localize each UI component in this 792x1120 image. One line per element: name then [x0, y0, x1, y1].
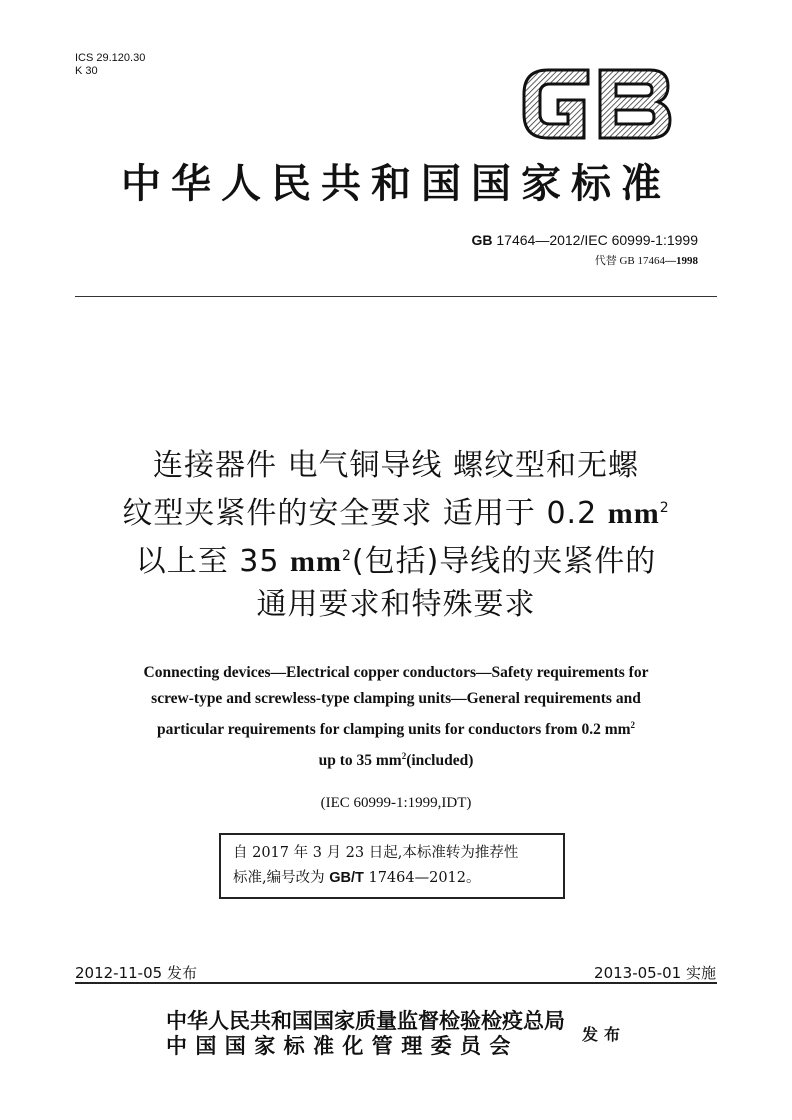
- standard-number: [472, 232, 699, 248]
- replaces-standard: [595, 252, 698, 268]
- chinese-title: [40, 444, 752, 626]
- footer-divider: [75, 982, 717, 984]
- unit-superscript: 2: [341, 548, 352, 564]
- english-title-line-1: Connecting devices—Electrical copper conductors—Safety requirements for: [143, 664, 649, 681]
- standard-number-prefix: GB: [471, 232, 493, 248]
- chinese-title-line-2-text: 纹型夹紧件的安全要求 适用于 0.2: [122, 496, 608, 531]
- notice-line-1: 自 2017 年 3 月 23 日起,本标准转为推荐性: [233, 845, 519, 861]
- chinese-title-line-2: [40, 487, 752, 535]
- logo-letter-b: [600, 70, 670, 138]
- notice-box: [219, 833, 565, 899]
- english-title-line-4-text-b: (included): [406, 752, 474, 770]
- logo-letter-g: [524, 70, 588, 138]
- issuer-sac: 中国国家标准化管理委员会: [166, 1033, 519, 1058]
- unit-superscript: 2: [401, 751, 407, 762]
- english-title: [60, 660, 732, 774]
- chinese-title-line-3-text-b: (包括)导线的夹紧件的: [351, 544, 657, 579]
- chinese-title-line-4: 通用要求和特殊要求: [256, 587, 536, 622]
- english-title-line-3-text: particular requirements for clamping units for conductors from 0.2 mm: [156, 721, 631, 739]
- english-title-line-3: [60, 712, 732, 743]
- chinese-title-line-1: 连接器件 电气铜导线 螺纹型和无螺: [152, 448, 640, 483]
- issue-label: 发布: [582, 1025, 627, 1044]
- ccs-code: K 30: [75, 65, 98, 77]
- publish-date: 2012-11-05 发布: [75, 964, 197, 982]
- gb-logo: [518, 64, 674, 144]
- notice-standard-code: GB/T: [329, 870, 364, 886]
- unit-mm: mm: [607, 497, 660, 530]
- replaces-year: —1998: [665, 255, 698, 267]
- ics-code: ICS 29.120.30: [75, 52, 146, 64]
- english-title-line-4-text-a: up to 35 mm: [318, 752, 402, 770]
- issuing-authorities: [166, 1008, 565, 1058]
- unit-mm: mm: [289, 545, 342, 578]
- standard-number-rest: 17464—2012/IEC 60999-1:1999: [492, 232, 698, 248]
- implement-date: 2013-05-01 实施: [594, 964, 716, 982]
- chinese-title-line-3-text-a: 以上至 35: [135, 544, 290, 579]
- replaces-prefix: 代替 GB 17464: [594, 255, 665, 267]
- notice-line-2-text-b: 17464—2012。: [363, 870, 481, 886]
- unit-superscript: 2: [659, 500, 670, 516]
- classification-codes: [75, 52, 145, 78]
- notice-line-2-text-a: 标准,编号改为: [233, 870, 330, 886]
- notice-line-2: [233, 866, 551, 891]
- issuer-aqsiq: 中华人民共和国国家质量监督检验检疫总局: [166, 1008, 565, 1033]
- header-divider: [75, 296, 717, 297]
- english-title-line-4: [60, 743, 732, 774]
- iec-reference: (IEC 60999-1:1999,IDT): [320, 795, 472, 811]
- chinese-title-line-3: [40, 535, 752, 583]
- national-standard-title: 中华人民共和国国家标准: [121, 160, 671, 207]
- english-title-line-2: screw-type and screwless-type clamping units—General requirements and: [151, 690, 641, 707]
- unit-superscript: 2: [630, 720, 636, 730]
